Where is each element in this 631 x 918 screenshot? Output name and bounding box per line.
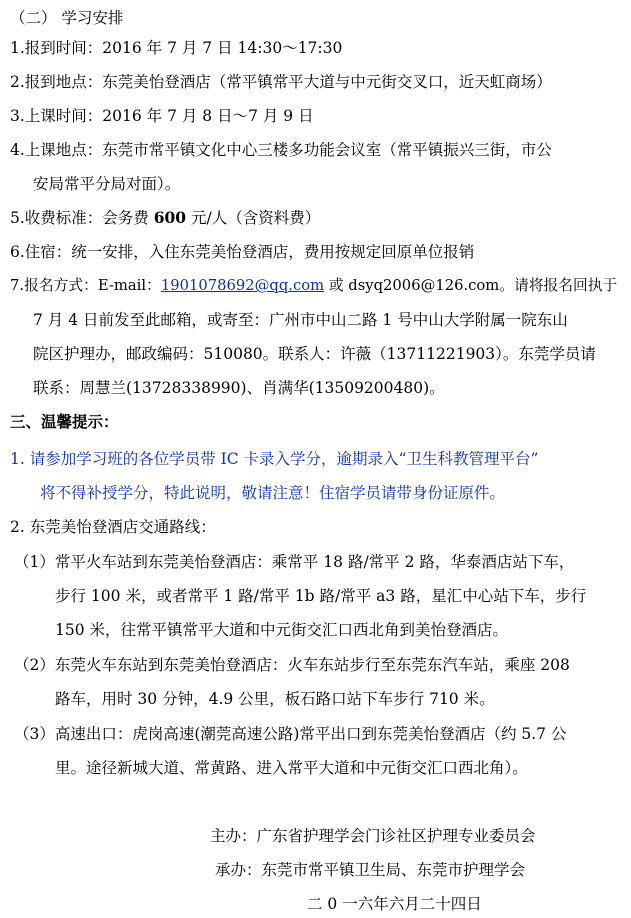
registration-prefix: 7.报名方式：E-mail： [10,277,161,294]
registration-middle: 或 dsyq2006@126.com。请将报名回执于 [324,277,618,294]
email-link[interactable]: 1901078692@qq.com [160,277,325,294]
registration-line-3: 院区护理办，邮政编码：510080。联系人：许薇（13711221903）。东莞学员请 [33,345,596,363]
route-1-line-3: 150 米，往常平镇常平大道和中元街交汇口西北角到美怡登酒店。 [55,621,509,639]
route-2-line-2: 路车，用时 30 分钟，4.9 公里，板石路口站下车步行 710 米。 [55,690,495,708]
item-class-location-cont: 安局常平分局对面）。 [33,175,181,193]
registration-line-2: 7 月 4 日前发至此邮箱，或寄至：广州市中山二路 1 号中山大学附属一院东山 [33,311,568,329]
route-3-line-1: （3）高速出口：虎岗高速(潮莞高速公路)常平出口到东莞美怡登酒店（约 5.7 公 [14,725,567,743]
tip-transport-title: 2. 东莞美怡登酒店交通路线： [10,518,216,536]
route-1-line-1: （1）常平火车站到东莞美怡登酒店：乘常平 18 路/常平 2 路，华泰酒店站下车， [14,553,575,571]
footer-organizer: 主办：广东省护理学会门诊社区护理专业委员会 [210,827,536,845]
section-heading-schedule: （二） 学习安排 [10,9,124,27]
registration-line-4: 联系：周慧兰(13728338990)、肖满华(13509200480)。 [33,379,445,397]
item-fee [10,208,320,228]
item-accommodation: 6.住宿：统一安排，入住东莞美怡登酒店，费用按规定回原单位报销 [10,243,475,261]
item-checkin-location: 2.报到地点：东莞美怡登酒店（常平镇常平大道与中元街交叉口，近天虹商场） [10,73,552,91]
fee-amount: 600 [153,208,187,227]
tip-ic-card: 1. 请参加学习班的各位学员带 IC 卡录入学分，逾期录入“卫生科教管理平台” [10,450,539,468]
route-1-line-2: 步行 100 米，或者常平 1 路/常平 1b 路/常平 a3 路，星汇中心站下车，步行 [55,587,587,605]
item-class-location: 4.上课地点：东莞市常平镇文化中心三楼多功能会议室（常平镇振兴三街，市公 [10,141,552,159]
fee-prefix: 5.收费标准：会务费 [10,209,154,227]
footer-host: 承办：东莞市常平镇卫生局、东莞市护理学会 [215,861,526,879]
fee-suffix: 元/人（含资料费） [186,209,321,227]
tip-ic-card-cont: 将不得补授学分，特此说明，敬请注意！住宿学员请带身份证原件。 [40,484,506,502]
route-3-line-2: 里。途径新城大道、常黄路、进入常平大道和中元街交汇口西北角）。 [55,759,528,777]
item-checkin-time: 1.报到时间：2016 年 7 月 7 日 14:30～17:30 [10,39,343,57]
footer-date: 二 0 一六年六月二十四日 [307,895,482,913]
item-registration [10,276,617,296]
item-class-time: 3.上课时间：2016 年 7 月 8 日～7 月 9 日 [10,107,314,125]
section-heading-tips: 三、温馨提示： [10,412,119,431]
route-2-line-1: （2）东莞火车东站到东莞美怡登酒店：火车东站步行至东莞东汽车站，乘座 208 [14,656,570,674]
